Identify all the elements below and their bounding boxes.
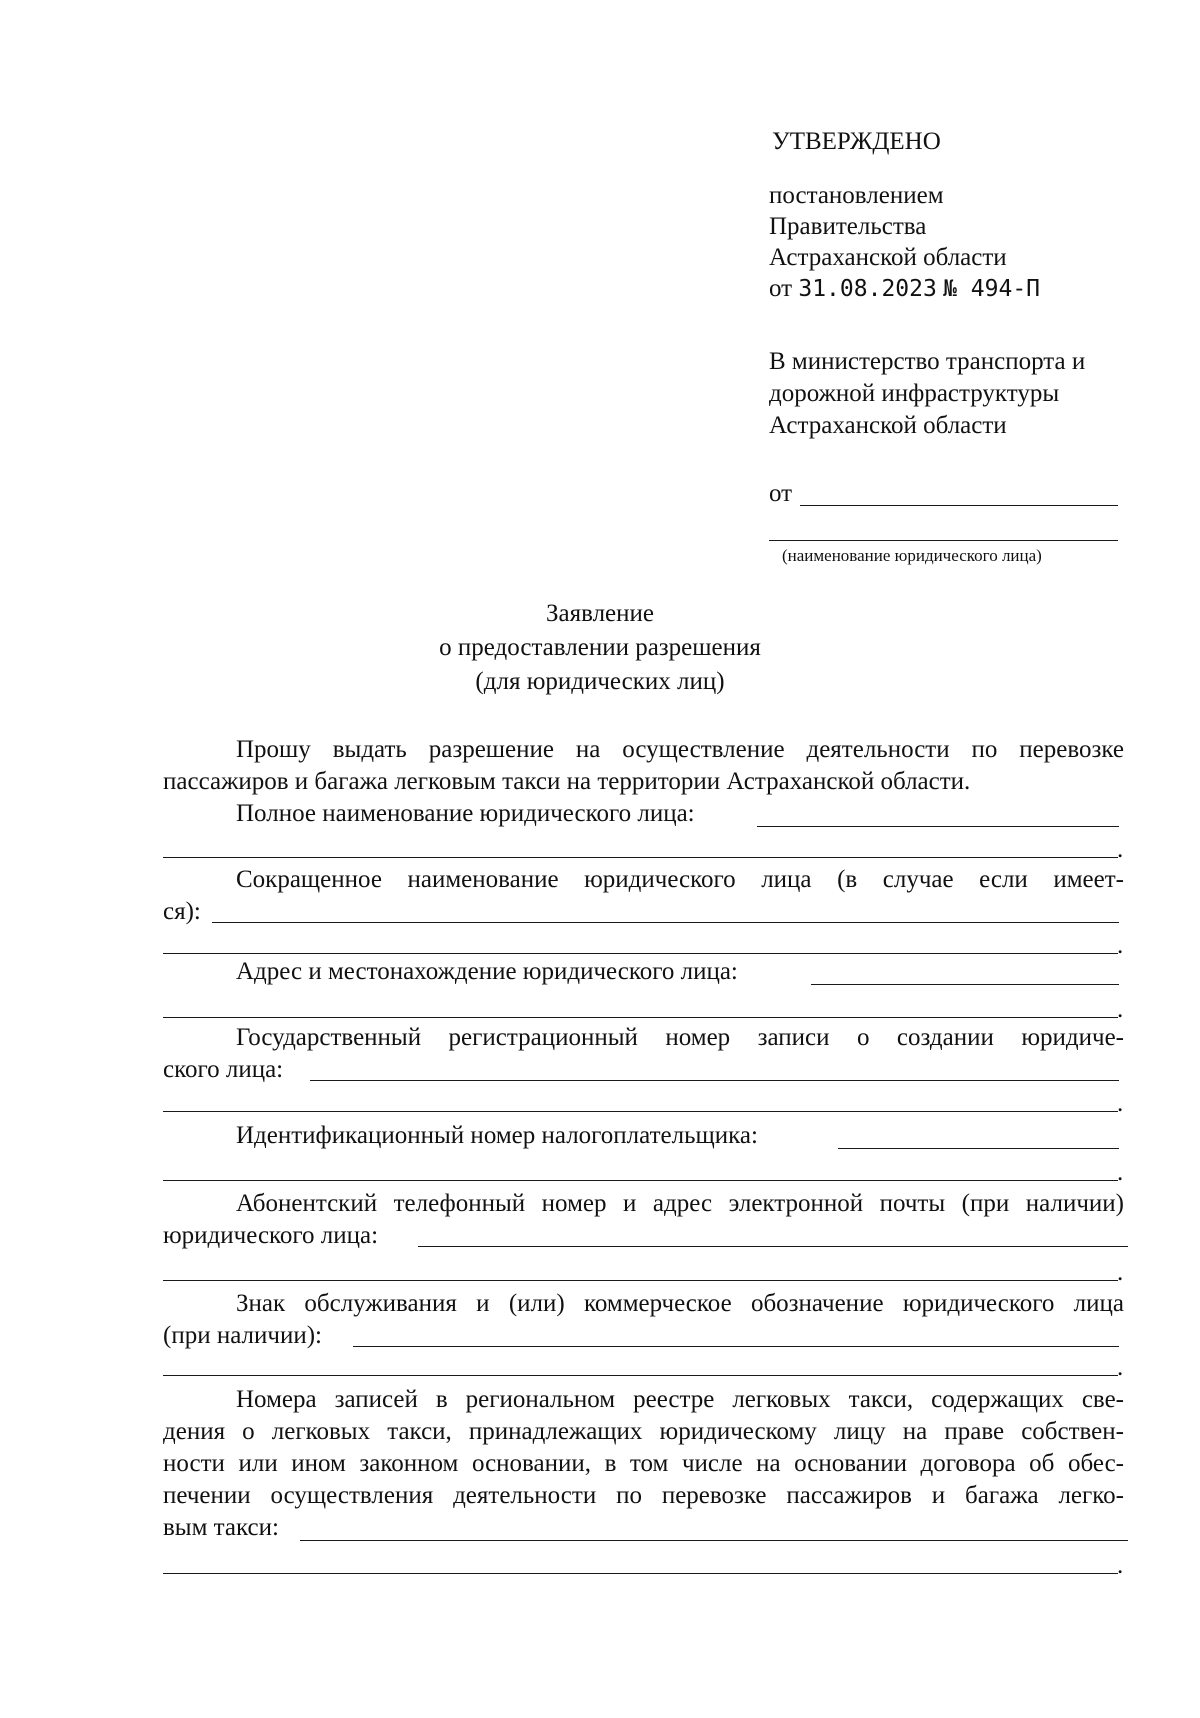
addressee-line: дорожной инфраструктуры — [769, 380, 1060, 407]
decree-line: постановлением — [769, 182, 944, 209]
document-subtitle-note: (для юридических лиц) — [475, 668, 725, 695]
contacts-label: Абонентский телефонный номер и адрес электронной почты (при наличии) — [236, 1190, 1124, 1217]
brand-input-2[interactable] — [163, 1375, 1118, 1376]
registry-input-2[interactable] — [163, 1573, 1118, 1574]
full-name-input[interactable] — [757, 826, 1119, 827]
inn-label: Идентификационный номер налогоплательщика: — [236, 1122, 758, 1149]
contacts-input[interactable] — [418, 1246, 1128, 1247]
full-name-label: Полное наименование юридического лица: — [236, 800, 695, 827]
field-period: . — [1117, 1552, 1124, 1579]
field-period: . — [1117, 1159, 1124, 1186]
ogrn-input[interactable] — [310, 1080, 1119, 1081]
addressee-line: В министерство транспорта и — [769, 348, 1086, 375]
ogrn-label: Государственный регистрационный номер записи о создании юридиче- — [236, 1024, 1124, 1051]
short-name-input[interactable] — [212, 922, 1119, 923]
approved-heading: УТВЕРЖДЕНО — [772, 128, 941, 155]
registry-label-cont: дения о легковых такси, принадлежащих юридическому лицу на праве собствен- — [163, 1418, 1124, 1445]
short-name-input-2[interactable] — [163, 953, 1118, 954]
registry-label-cont: ности или ином законном основании, в том числе на основании договора об обес- — [163, 1450, 1124, 1477]
ogrn-input-2[interactable] — [163, 1111, 1118, 1112]
decree-date-prefix: от — [769, 275, 793, 302]
from-input-line[interactable] — [800, 505, 1118, 506]
address-input-2[interactable] — [163, 1017, 1118, 1018]
contacts-input-2[interactable] — [163, 1280, 1118, 1281]
decree-number: № 494-П — [943, 276, 1041, 302]
brand-input[interactable] — [353, 1346, 1119, 1347]
field-period: . — [1117, 836, 1124, 863]
inn-input-2[interactable] — [163, 1180, 1118, 1181]
full-name-input-2[interactable] — [163, 857, 1118, 858]
field-period: . — [1117, 996, 1124, 1023]
registry-label-cont: вым такси: — [163, 1514, 279, 1541]
addressee-line: Астраханской области — [769, 412, 1007, 439]
address-label: Адрес и местонахождение юридического лица: — [236, 958, 738, 985]
registry-label-cont: печении осуществления деятельности по перевозке пассажиров и багажа легко- — [163, 1482, 1124, 1509]
from-input-line-2[interactable] — [769, 540, 1118, 541]
short-name-label: Сокращенное наименование юридического лица (в случае если имеет- — [236, 866, 1124, 893]
field-period: . — [1117, 1354, 1124, 1381]
brand-label-cont: (при наличии): — [163, 1322, 322, 1349]
decree-date-line — [769, 273, 1040, 305]
decree-line: Правительства — [769, 213, 927, 240]
inn-input[interactable] — [838, 1148, 1119, 1149]
contacts-label-cont: юридического лица: — [163, 1222, 379, 1249]
short-name-label-cont: ся): — [163, 898, 201, 925]
document-subtitle: о предоставлении разрешения — [439, 634, 761, 661]
request-text-line: Прошу выдать разрешение на осуществление деятельности по перевозке — [236, 736, 1124, 763]
field-period: . — [1117, 1090, 1124, 1117]
document-title: Заявление — [545, 600, 655, 627]
decree-line: Астраханской области — [769, 244, 1007, 271]
brand-label: Знак обслуживания и (или) коммерческое обозначение юридического лица — [236, 1290, 1124, 1317]
from-caption: (наименование юридического лица) — [782, 546, 1042, 565]
request-text-line: пассажиров и багажа легковым такси на территории Астраханской области. — [163, 768, 971, 795]
registry-label: Номера записей в региональном реестре легковых такси, содержащих све- — [236, 1386, 1124, 1413]
field-period: . — [1117, 1259, 1124, 1286]
registry-input[interactable] — [300, 1540, 1128, 1541]
ogrn-label-cont: ского лица: — [163, 1056, 284, 1083]
from-label: от — [769, 480, 793, 507]
field-period: . — [1117, 932, 1124, 959]
decree-date: 31.08.2023 — [798, 276, 937, 302]
address-input[interactable] — [811, 984, 1119, 985]
